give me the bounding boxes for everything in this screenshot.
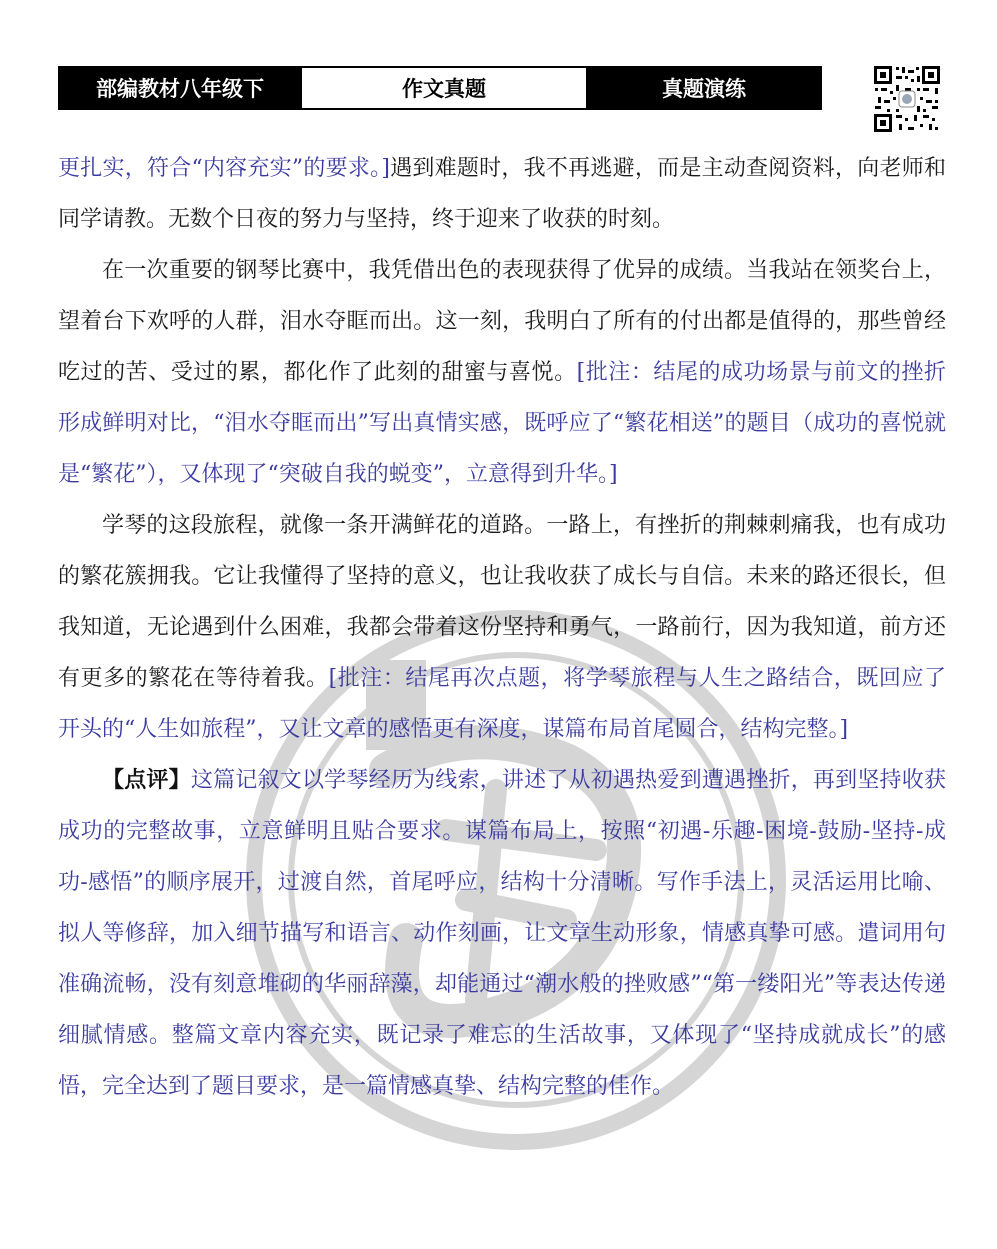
annotation: [批注：结尾再次点题，将学琴旅程与人生之路结合，既回应了开头的“人生如旅程”，又让文章的感悟更有深度，谋篇布局首尾圆合，结构完整。] [58, 666, 946, 742]
qr-code-icon[interactable] [872, 64, 942, 134]
header-title: 作文真题 [300, 68, 588, 108]
header-grade-label: 部编教材八年级下 [60, 68, 300, 108]
paragraph-1 [58, 143, 946, 245]
paragraph-2 [58, 245, 946, 500]
annotation: [批注：结尾的成功场景与前文的挫折形成鲜明对比，“泪水夺眶而出”写出真情实感，既呼应了“繁花相送”的题目（成功的喜悦就是“繁花”），又体现了“突破自我的蜕变”，立意得到升华。] [58, 360, 946, 487]
header-section-label: 真题演练 [588, 68, 820, 108]
review-label: 【点评】 [102, 767, 191, 793]
paragraph-text: 遇到难题时，我不再逃避，而是主动查阅资料，向老师和同学请教。无数个日夜的努力与坚持，终于迎来了收获的时刻。 [58, 156, 946, 232]
page-header [58, 66, 822, 110]
essay-body [58, 143, 946, 1112]
paragraph-text: 在一次重要的钢琴比赛中，我凭借出色的表现获得了优异的成绩。当我站在领奖台上，望着台下欢呼的人群，泪水夺眶而出。这一刻，我明白了所有的付出都是值得的，那些曾经吃过的苦、受过的累，都化作了此刻的甜蜜与喜悦。 [58, 258, 946, 385]
review-text: 这篇记叙文以学琴经历为线索，讲述了从初遇热爱到遭遇挫折，再到坚持收获成功的完整故事，立意鲜明且贴合要求。谋篇布局上，按照“初遇-乐趣-困境-鼓励-坚持-成功-感悟”的顺序展开，过渡自然，首尾呼应，结构十分清晰。写作手法上，灵活运用比喻、拟人等修辞，加入细节描写和语言、动作刻画，让文章生动形象，情感真挚可感。遣词用句准确流畅，没有刻意堆砌的华丽辞藻，却能通过“潮水般的挫败感”“第一缕阳光”等表达传递细腻情感。整篇文章内容充实，既记录了难忘的生活故事，又体现了“坚持成就成长”的感悟，完全达到了题目要求，是一篇情感真挚、结构完整的佳作。 [58, 768, 946, 1099]
review-comment [58, 755, 946, 1112]
paragraph-text: 学琴的这段旅程，就像一条开满鲜花的道路。一路上，有挫折的荆棘刺痛我，也有成功的繁花簇拥我。它让我懂得了坚持的意义，也让我收获了成长与自信。未来的路还很长，但我知道，无论遇到什么困难，我都会带着这份坚持和勇气，一路前行，因为我知道，前方还有更多的繁花在等待着我。 [58, 513, 946, 691]
annotation: 更扎实，符合“内容充实”的要求。] [58, 156, 390, 181]
paragraph-3 [58, 500, 946, 755]
